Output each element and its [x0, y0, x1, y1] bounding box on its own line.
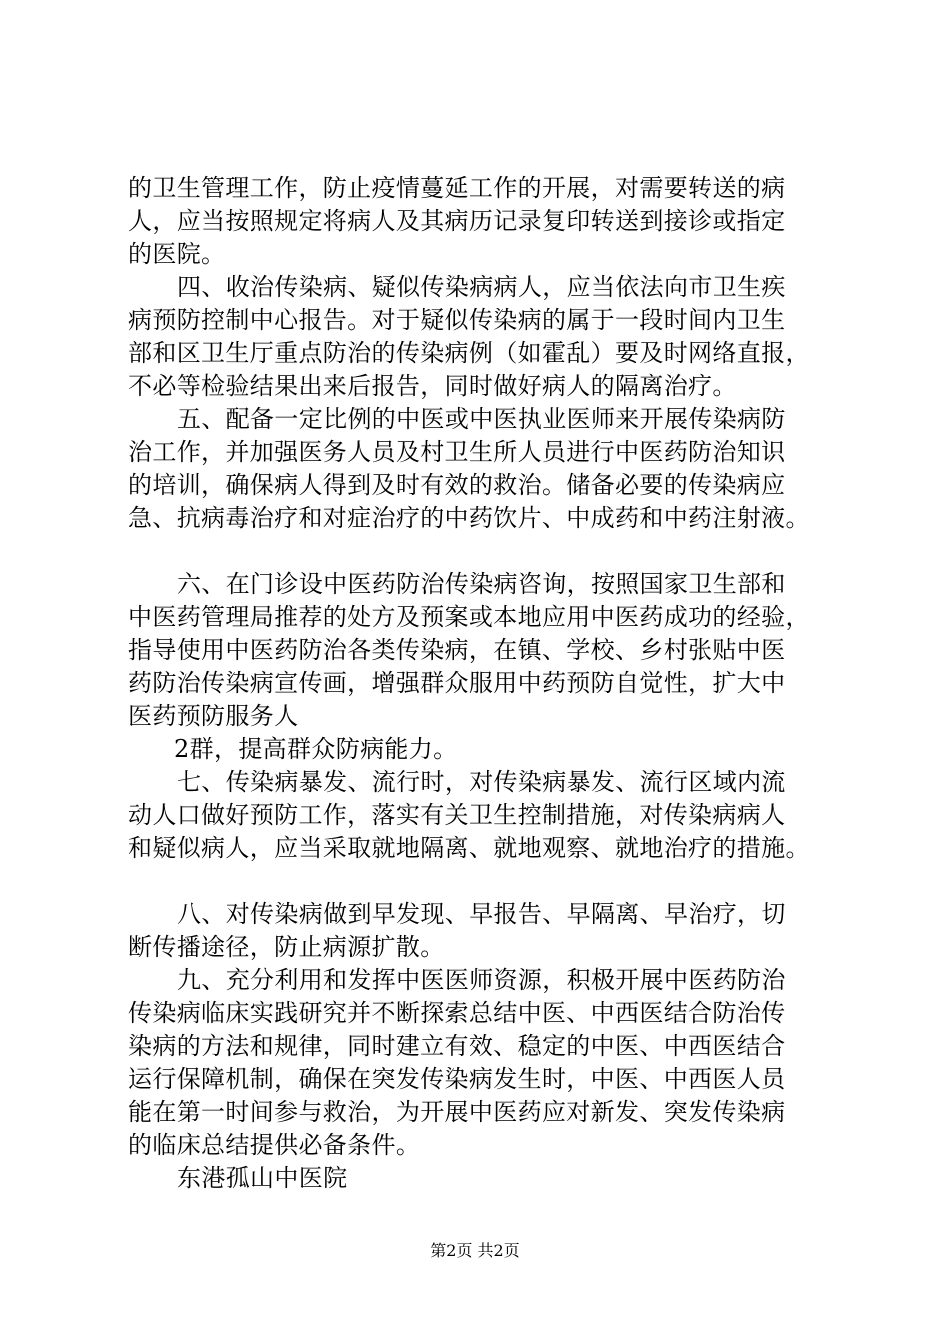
paragraph-five-start: 五、配备一定比例的中医或中医执业医师来开展传染病防: [177, 405, 786, 433]
text-line: 运行保障机制，确保在突发传染病发生时，中医、中西医人员: [128, 1065, 786, 1093]
text-line: 中医药管理局推荐的处方及预案或本地应用中医药成功的经验，: [128, 603, 810, 631]
text-line: 2群，提高群众防病能力。: [174, 735, 458, 763]
paragraph-six-start: 六、在门诊设中医药防治传染病咨询，按照国家卫生部和: [177, 570, 786, 598]
text-line: 的医院。: [128, 240, 226, 268]
paragraph-eight-start: 八、对传染病做到早发现、早报告、早隔离、早治疗，切: [177, 900, 786, 928]
text-line: 能在第一时间参与救治，为开展中医药应对新发、突发传染病: [128, 1098, 786, 1126]
text-line: 的临床总结提供必备条件。: [128, 1131, 421, 1159]
paragraph-gap: [128, 535, 848, 568]
text-line: 传染病临床实践研究并不断探索总结中医、中西医结合防治传: [128, 999, 786, 1027]
text-line: 的培训，确保病人得到及时有效的救治。储备必要的传染病应: [128, 471, 786, 499]
paragraph-nine-start: 九、充分利用和发挥中医医师资源，积极开展中医药防治: [177, 966, 786, 994]
text-line: 急、抗病毒治疗和对症治疗的中药饮片、中成药和中药注射液。: [128, 504, 810, 532]
page-number-footer: 第2页 共2页: [430, 1241, 520, 1260]
text-line: 部和区卫生厅重点防治的传染病例（如霍乱）要及时网络直报，: [128, 339, 810, 367]
paragraph-seven-start: 七、传染病暴发、流行时，对传染病暴发、流行区域内流: [177, 768, 786, 796]
text-line: 治工作，并加强医务人员及村卫生所人员进行中医药防治知识: [128, 438, 786, 466]
document-body: [128, 172, 848, 1195]
text-line: 医药预防服务人: [128, 702, 299, 730]
paragraph-gap: [128, 865, 848, 898]
text-line: 和疑似病人，应当采取就地隔离、就地观察、就地治疗的措施。: [128, 834, 810, 862]
text-line: 病预防控制中心报告。对于疑似传染病的属于一段时间内卫生: [128, 306, 786, 334]
text-line: 人，应当按照规定将病人及其病历记录复印转送到接诊或指定: [128, 207, 786, 235]
text-line: 断传播途径，防止病源扩散。: [128, 933, 445, 961]
paragraph-four-start: 四、收治传染病、疑似传染病病人，应当依法向市卫生疾: [177, 273, 786, 301]
signature-organization: 东港孤山中医院: [177, 1164, 348, 1192]
text-line: 动人口做好预防工作，落实有关卫生控制措施，对传染病病人: [128, 801, 786, 829]
text-line: 药防治传染病宣传画，增强群众服用中药预防自觉性，扩大中: [128, 669, 786, 697]
text-line: 的卫生管理工作，防止疫情蔓延工作的开展，对需要转送的病: [128, 174, 786, 202]
text-line: 指导使用中医药防治各类传染病，在镇、学校、乡村张贴中医: [128, 636, 786, 664]
text-line: 不必等检验结果出来后报告，同时做好病人的隔离治疗。: [128, 372, 737, 400]
text-line: 染病的方法和规律，同时建立有效、稳定的中医、中西医结合: [128, 1032, 786, 1060]
